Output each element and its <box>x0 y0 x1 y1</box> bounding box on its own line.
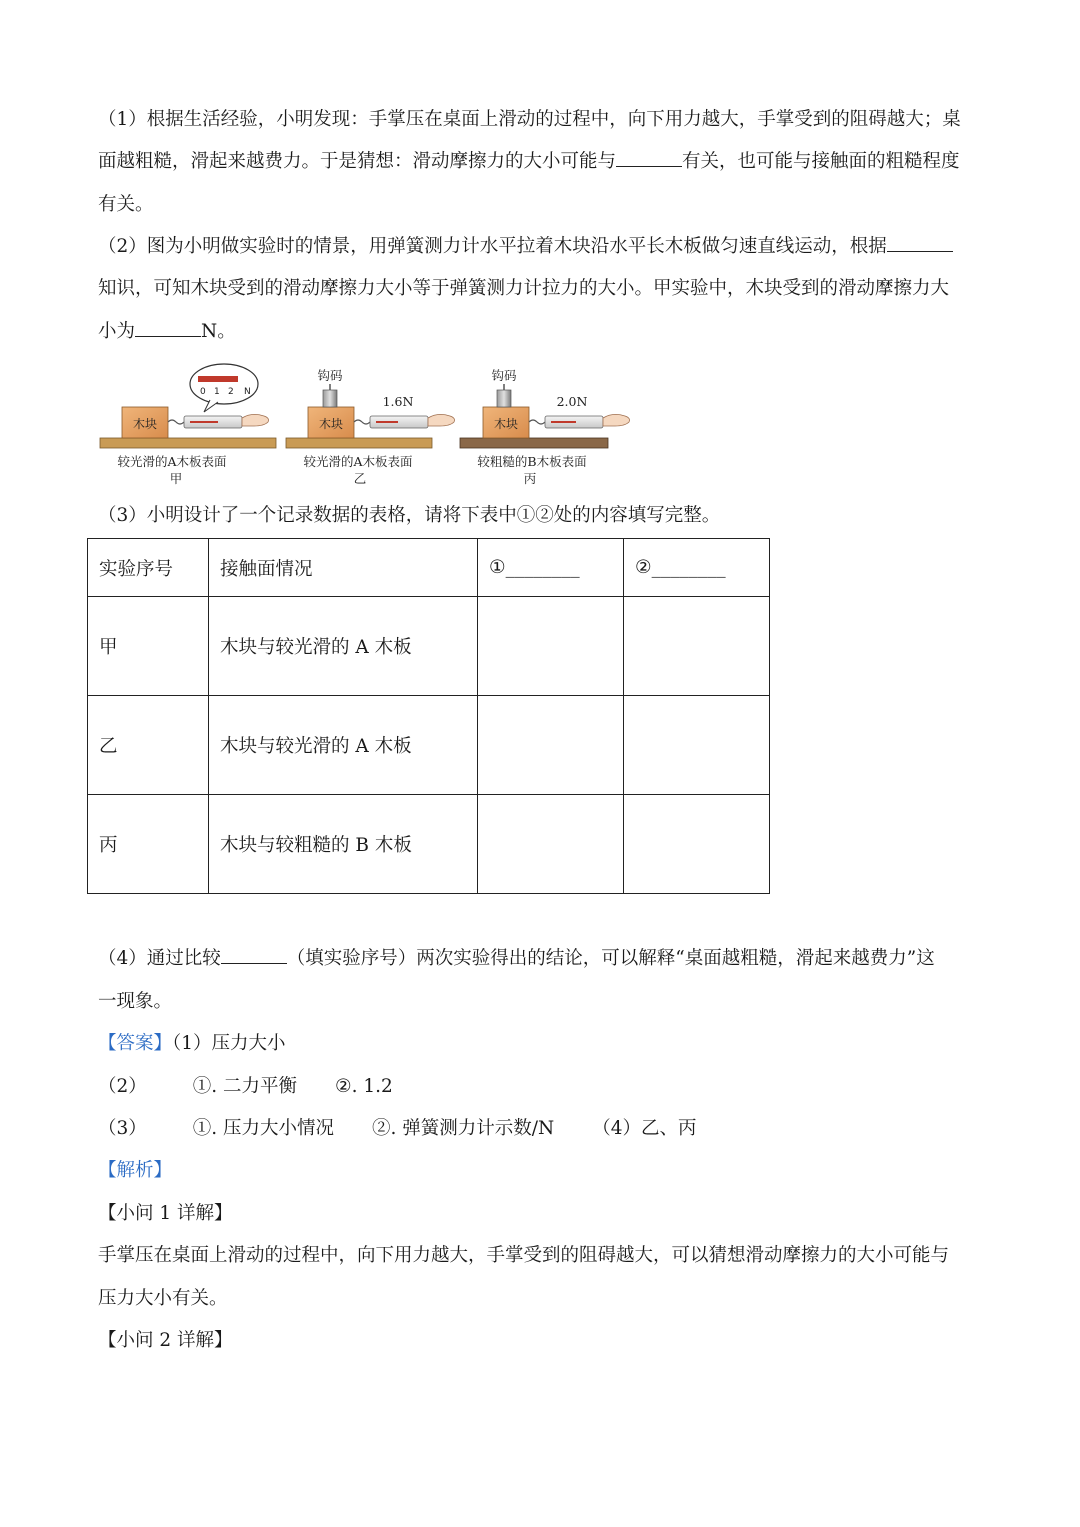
scale-mark: 0 <box>200 387 206 397</box>
table-header-row <box>88 539 770 597</box>
q2-line1 <box>98 226 988 268</box>
table-row <box>88 597 770 696</box>
table-cell: 木块与较粗糙的 B 木板 <box>209 795 478 894</box>
answer-line3 <box>98 1108 988 1150</box>
panel-name: 甲 <box>169 471 183 486</box>
weight-icon <box>497 390 511 407</box>
answer-3-part2: ②. 弹簧测力计示数/N <box>372 1118 555 1139</box>
table-row <box>88 696 770 795</box>
answer-line2 <box>98 1066 988 1108</box>
q2-line2: 知识，可知木块受到的滑动摩擦力大小等于弹簧测力计拉力的大小。甲实验中，木块受到的滑动摩擦力大 <box>98 278 950 299</box>
table-cell: 丙 <box>88 795 209 894</box>
fill-blank <box>221 943 287 964</box>
block-label: 木块 <box>318 417 344 431</box>
answer-2-part1: ①. 二力平衡 <box>192 1076 298 1097</box>
panel-name: 丙 <box>523 471 537 486</box>
q1-line1: （1）根据生活经验，小明发现：手掌压在桌面上滑动的过程中，向下用力越大，手掌受到的阻碍越大；桌 <box>98 109 961 130</box>
board-a <box>286 438 432 448</box>
surface-label: 较光滑的A木板表面 <box>117 454 227 469</box>
sub1-line2: 压力大小有关。 <box>98 1288 228 1309</box>
q4-text-a: （4）通过比较 <box>98 948 221 969</box>
table-cell: 木块与较光滑的 A 木板 <box>209 597 478 696</box>
hook <box>529 420 545 424</box>
surface-label: 较粗糙的B木板表面 <box>477 454 587 469</box>
scale-mark: N <box>244 387 251 397</box>
analysis-tag: 【解析】 <box>98 1160 173 1181</box>
sub2-title: 【小问 2 详解】 <box>98 1330 233 1351</box>
q4-line1 <box>98 938 988 980</box>
table-cell <box>478 795 624 894</box>
table-cell: 木块与较光滑的 A 木板 <box>209 696 478 795</box>
q2-text-a: 小为 <box>98 321 136 342</box>
panel-jia <box>100 364 276 486</box>
q2-line3 <box>98 311 988 353</box>
board-b <box>460 438 608 448</box>
answer-4: （4）乙、丙 <box>592 1118 697 1139</box>
answer-2-part2: ②. 1.2 <box>335 1076 393 1097</box>
experiment-figure <box>98 362 638 492</box>
table-cell <box>624 795 770 894</box>
table-row <box>88 795 770 894</box>
table-cell: 甲 <box>88 597 209 696</box>
weight-icon <box>323 390 337 407</box>
table-cell: 乙 <box>88 696 209 795</box>
q1-text-b: 有关，也可能与接触面的粗糙程度 <box>682 151 960 172</box>
hook <box>354 420 370 424</box>
q2-text-a: （2）图为小明做实验时的情景，用弹簧测力计水平拉着木块沿水平长木板做匀速直线运动，根据 <box>98 236 887 257</box>
q1-line3: 有关。 <box>98 194 154 215</box>
answer-1: （1）压力大小 <box>172 1033 286 1054</box>
scale-reading: 2.0N <box>556 394 588 409</box>
block-label: 木块 <box>132 417 158 431</box>
table-header-cell: 实验序号 <box>88 539 209 597</box>
weight-label: 钩码 <box>491 368 517 383</box>
q1-text-a: 面越粗糙，滑起来越费力。于是猜想：滑动摩擦力的大小可能与 <box>98 151 617 172</box>
q1-line2 <box>98 141 988 183</box>
scale-reading: 1.6N <box>382 394 414 409</box>
answer-line1 <box>98 1023 988 1065</box>
block-label: 木块 <box>493 417 519 431</box>
fill-blank <box>135 316 201 337</box>
scale-reading-bar <box>198 376 238 382</box>
hook <box>168 420 184 424</box>
hand-icon <box>242 414 269 426</box>
answer-tag: 【答案】 <box>98 1033 173 1054</box>
answer-3-part1: ①. 压力大小情况 <box>192 1118 335 1139</box>
table-header-cell: 接触面情况 <box>209 539 478 597</box>
fill-blank <box>616 146 682 167</box>
panel-name: 乙 <box>353 471 367 486</box>
weight-label: 钩码 <box>317 368 343 383</box>
q3-intro: （3）小明设计了一个记录数据的表格，请将下表中①②处的内容填写完整。 <box>98 505 721 526</box>
q4-text-b: （填实验序号）两次实验得出的结论，可以解释“桌面越粗糙，滑起来越费力”这 <box>286 948 935 969</box>
table-cell <box>624 597 770 696</box>
hand-icon <box>603 414 630 426</box>
table-cell <box>624 696 770 795</box>
record-table <box>87 538 770 894</box>
panel-yi <box>286 368 455 486</box>
table-header-cell: ①________ <box>478 539 624 597</box>
panel-bing <box>460 368 630 486</box>
table-cell <box>478 597 624 696</box>
scale-mark: 2 <box>228 387 234 397</box>
answer-2-label: （2） <box>98 1076 147 1097</box>
board-a <box>100 438 276 448</box>
table-cell <box>478 696 624 795</box>
experiment-illustration <box>98 362 638 492</box>
q2-text-b: N。 <box>201 321 236 342</box>
table-header-cell: ②________ <box>624 539 770 597</box>
sub1-line1: 手掌压在桌面上滑动的过程中，向下用力越大，手掌受到的阻碍越大，可以猜想滑动摩擦力的大小可能与 <box>98 1245 950 1266</box>
hand-icon <box>428 414 455 426</box>
q4-line2: 一现象。 <box>98 991 173 1012</box>
scale-mark: 1 <box>214 387 220 397</box>
surface-label: 较光滑的A木板表面 <box>303 454 413 469</box>
bubble-tail <box>204 400 218 412</box>
fill-blank <box>887 231 953 252</box>
magnifier-bubble <box>190 364 258 404</box>
sub1-title: 【小问 1 详解】 <box>98 1203 233 1224</box>
answer-3-label: （3） <box>98 1118 147 1139</box>
